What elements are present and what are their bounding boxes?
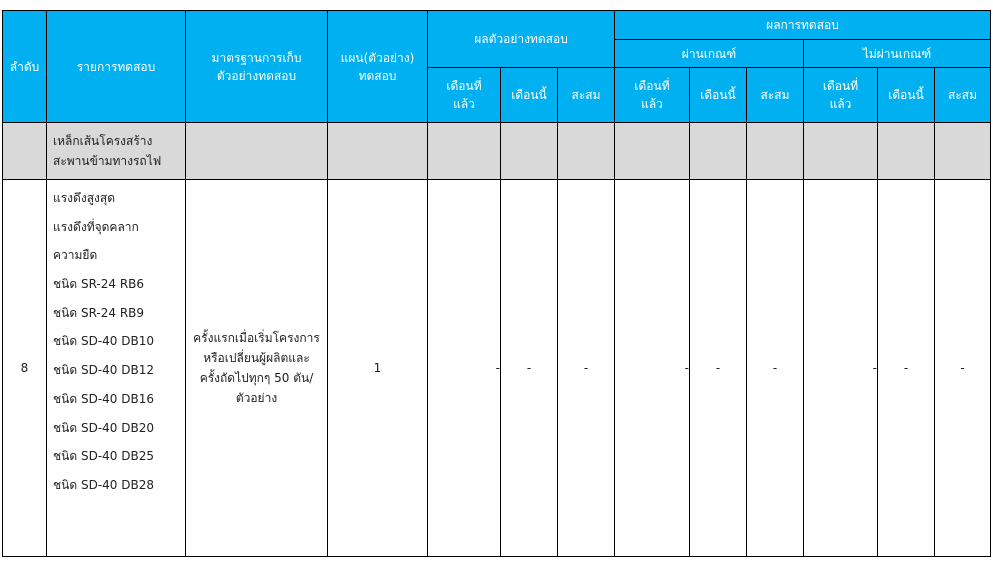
standard-line: หรือเปลี่ยนผู้ผลิตและ [203, 351, 310, 365]
sample-cumulative-value: - [558, 180, 615, 557]
header-pass: ผ่านเกณฑ์ [615, 40, 804, 68]
fail-this-month-value: - [878, 180, 935, 557]
header-pass-last-month: เดือนที่แล้ว [615, 68, 690, 123]
group-empty-cell [501, 123, 558, 180]
group-empty-cell [428, 123, 501, 180]
list-item: ชนิด SR-24 RB9 [53, 305, 145, 320]
list-item: ความยืด [53, 248, 98, 263]
header-item: รายการทดสอบ [47, 11, 186, 123]
standard-line: ตัวอย่าง [235, 391, 278, 405]
header-sample-last-month: เดือนที่แล้ว [428, 68, 501, 123]
header-plan-line2: ทดสอบ [358, 68, 397, 83]
group-empty-cell [690, 123, 747, 180]
list-item: ชนิด SD-40 DB20 [53, 420, 154, 435]
pass-cumulative-value: - [747, 180, 804, 557]
group-empty-cell [615, 123, 690, 180]
header-pass-this-month: เดือนนี้ [690, 68, 747, 123]
pass-last-month-value: - [615, 180, 690, 557]
row-no: 8 [3, 180, 47, 557]
list-item: ชนิด SD-40 DB12 [53, 363, 154, 378]
header-test-results: ผลการทดสอบ [615, 11, 991, 40]
sample-this-month-value: - [501, 180, 558, 557]
group-empty-cell [935, 123, 991, 180]
group-empty-cell [328, 123, 428, 180]
group-title-line2: สะพานข้ามทางรถไฟ [53, 154, 162, 168]
header-plan-line1: แผน(ตัวอย่าง) [340, 50, 415, 65]
sample-last-month-value: - [428, 180, 501, 557]
test-report-table [2, 10, 991, 557]
group-title [47, 123, 186, 180]
standard-line: ครั้งแรกเมื่อเริ่มโครงการ [193, 331, 320, 345]
list-item: ชนิด SD-40 DB25 [53, 449, 154, 464]
group-title-line1: เหล็กเส้นโครงสร้าง [53, 134, 153, 148]
list-item: ชนิด SD-40 DB16 [53, 391, 154, 406]
fail-cumulative-value: - [935, 180, 991, 557]
group-no-cell [3, 123, 47, 180]
header-pass-cumulative: สะสม [747, 68, 804, 123]
list-item: แรงดึงสูงสุด [53, 191, 115, 205]
pass-this-month-value: - [690, 180, 747, 557]
group-empty-cell [558, 123, 615, 180]
row-standard [186, 180, 328, 557]
list-item: ชนิด SR-24 RB6 [53, 277, 145, 292]
header-sample-cumulative: สะสม [558, 68, 615, 123]
header-plan [328, 11, 428, 123]
list-item: ชนิด SD-40 DB28 [53, 477, 154, 492]
list-item: แรงดึงที่จุดคลาก [53, 219, 139, 234]
header-no: ลำดับ [3, 11, 47, 123]
header-sample-results: ผลตัวอย่างทดสอบ [428, 11, 615, 68]
header-fail-this-month: เดือนนี้ [878, 68, 935, 123]
header-standard: มาตรฐานการเก็บตัวอย่างทดสอบ [186, 11, 328, 123]
row-plan: 1 [328, 180, 428, 557]
group-empty-cell [804, 123, 878, 180]
header-fail-cumulative: สะสม [935, 68, 991, 123]
group-empty-cell [747, 123, 804, 180]
table-row [3, 180, 991, 557]
header-fail: ไม่ผ่านเกณฑ์ [804, 40, 991, 68]
group-empty-cell [186, 123, 328, 180]
row-items [47, 180, 186, 557]
group-empty-cell [878, 123, 935, 180]
standard-line: ครั้งถัดไปทุกๆ 50 ตัน/ [199, 371, 314, 385]
fail-last-month-value: - [804, 180, 878, 557]
header-fail-last-month: เดือนที่แล้ว [804, 68, 878, 123]
header-sample-this-month: เดือนนี้ [501, 68, 558, 123]
group-row [3, 123, 991, 180]
list-item: ชนิด SD-40 DB10 [53, 334, 154, 349]
